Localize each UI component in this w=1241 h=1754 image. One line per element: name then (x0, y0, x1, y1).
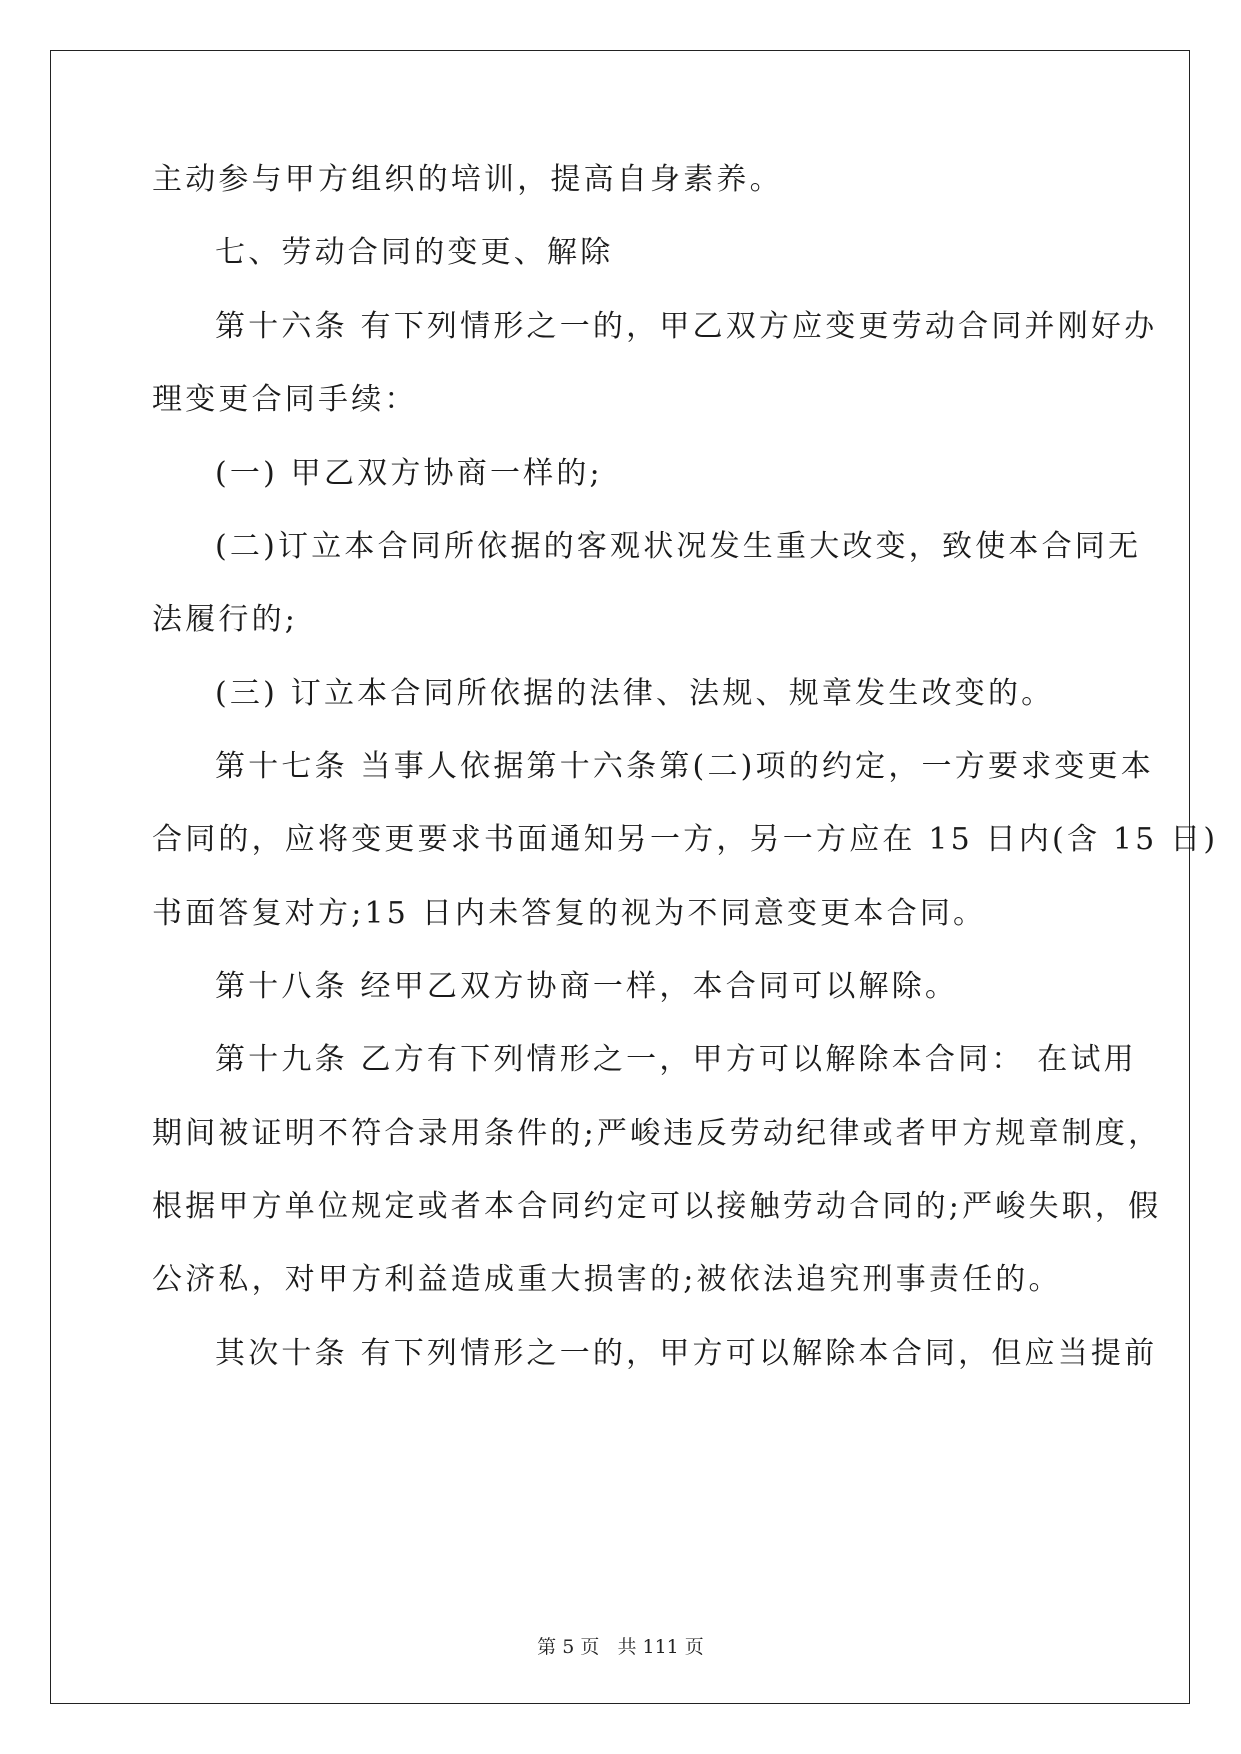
text-line: 公济私，对甲方利益造成重大损害的;被依法追究刑事责任的。 (152, 1262, 1062, 1297)
text-line: 理变更合同手续： (152, 382, 418, 417)
text-line: 期间被证明不符合录用条件的;严峻违反劳动纪律或者甲方规章制度， (152, 1116, 1162, 1151)
text-line: 合同的，应将变更要求书面通知另一方，另一方应在 15 日内(含 15 日) (152, 822, 1219, 857)
text-line: 根据甲方单位规定或者本合同约定可以接触劳动合同的;严峻失职，假 (152, 1189, 1162, 1224)
text-line: 第十六条 有下列情形之一的，甲乙双方应变更劳动合同并刚好办 (215, 309, 1158, 344)
page-number-footer: 第 5 页 共 111 页 (537, 1636, 704, 1658)
text-line: (二)订立本合同所依据的客观状况发生重大改变，致使本合同无 (215, 529, 1142, 564)
text-line: 法履行的; (152, 602, 299, 637)
text-line: 第十九条 乙方有下列情形之一，甲方可以解除本合同： 在试用 (215, 1042, 1137, 1077)
section-heading: 七、劳动合同的变更、解除 (215, 235, 614, 270)
text-line: 书面答复对方;15 日内未答复的视为不同意变更本合同。 (152, 896, 987, 931)
text-line: 第十七条 当事人依据第十六条第(二)项的约定，一方要求变更本 (215, 749, 1154, 784)
page-border (50, 50, 1190, 1704)
text-line: (一) 甲乙双方协商一样的; (215, 456, 603, 491)
text-line: 主动参与甲方组织的培训，提高自身素养。 (152, 162, 783, 197)
text-line: 其次十条 有下列情形之一的，甲方可以解除本合同，但应当提前 (215, 1336, 1158, 1371)
text-line: (三) 订立本合同所依据的法律、法规、规章发生改变的。 (215, 676, 1055, 711)
text-line: 第十八条 经甲乙双方协商一样，本合同可以解除。 (215, 969, 959, 1004)
